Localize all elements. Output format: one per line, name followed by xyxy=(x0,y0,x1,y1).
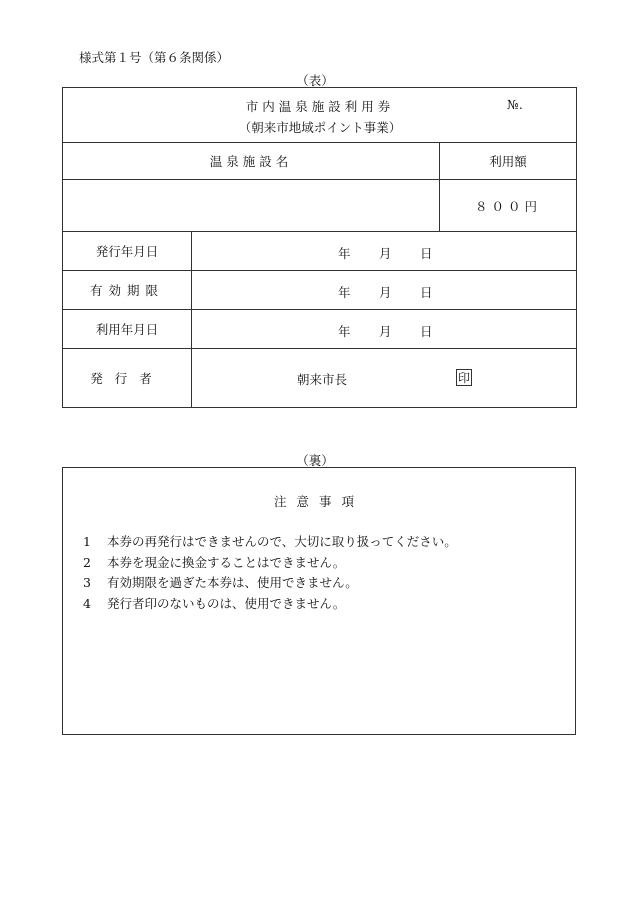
expiry-date-row xyxy=(63,271,577,310)
facility-name-value xyxy=(63,180,440,232)
note-text: 有効期限を過ぎた本券は、使用できません。 xyxy=(107,575,358,590)
month-unit: 月 xyxy=(379,324,392,339)
notes-list xyxy=(83,532,457,614)
voucher-title-cell xyxy=(63,88,577,143)
expiry-date-value xyxy=(192,271,577,310)
use-date-value xyxy=(192,310,577,349)
note-number: 4 xyxy=(83,595,91,611)
day-unit: 日 xyxy=(420,324,433,339)
day-unit: 日 xyxy=(420,246,433,261)
issue-date-row xyxy=(63,232,577,271)
issuer-label: 発行者 xyxy=(63,349,192,408)
voucher-number-label: №. xyxy=(507,97,523,112)
amount-header: 利用額 xyxy=(440,143,577,180)
amount-value: ８００円 xyxy=(440,180,577,232)
month-unit: 月 xyxy=(379,246,392,261)
note-text: 本券の再発行はできませんので、大切に取り扱ってください。 xyxy=(107,534,457,549)
day-unit: 日 xyxy=(420,285,433,300)
facility-name-header: 温泉施設名 xyxy=(63,143,440,180)
note-item xyxy=(83,594,457,615)
note-number: 3 xyxy=(83,575,91,590)
voucher-front-table xyxy=(62,87,577,408)
seal-stamp-box: 印 xyxy=(458,371,471,385)
voucher-title: 市内温泉施設利用券 xyxy=(245,99,395,114)
issuer-value-cell xyxy=(192,349,577,408)
issuer-name: 朝来市長 xyxy=(297,372,348,387)
use-date-label: 利用年月日 xyxy=(63,310,192,349)
note-item xyxy=(83,532,457,553)
month-unit: 月 xyxy=(379,285,392,300)
notes-title: 注意事項 xyxy=(273,494,364,509)
year-unit: 年 xyxy=(338,246,351,261)
issue-date-label: 発行年月日 xyxy=(63,232,192,271)
year-unit: 年 xyxy=(338,285,351,300)
use-date-row xyxy=(63,310,577,349)
issuer-row xyxy=(63,349,577,408)
form-number: 様式第１号（第６条関係） xyxy=(79,50,230,65)
note-number: 1 xyxy=(83,534,91,549)
year-unit: 年 xyxy=(338,324,351,339)
issue-date-value xyxy=(192,232,577,271)
note-text: 本券を現金に換金することはできません。 xyxy=(107,554,346,570)
front-side-label: （表） xyxy=(296,73,334,88)
voucher-subtitle: （朝来市地域ポイント事業） xyxy=(238,120,402,135)
note-item xyxy=(83,553,457,574)
note-number: 2 xyxy=(83,554,91,570)
note-text: 発行者印のないものは、使用できません。 xyxy=(107,595,346,611)
back-side-label: （裏） xyxy=(296,453,334,468)
voucher-back-box xyxy=(62,467,576,735)
note-item xyxy=(83,573,457,594)
expiry-date-label: 有効期限 xyxy=(63,271,192,310)
